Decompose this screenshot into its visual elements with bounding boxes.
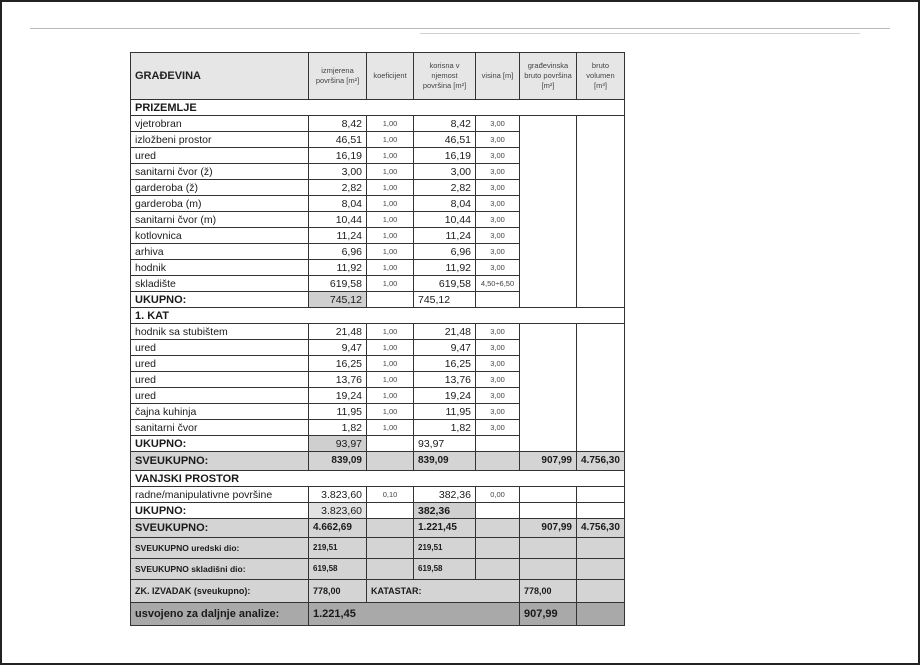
total-label: UKUPNO:: [131, 292, 309, 308]
measured-area: 3.823,60: [309, 487, 367, 503]
useful-area: 16,19: [414, 148, 476, 164]
land-registry-row: [131, 580, 625, 603]
useful-area: 46,51: [414, 132, 476, 148]
measured-area: 11,24: [309, 228, 367, 244]
empty-cell: [520, 538, 577, 559]
empty-cell: [476, 292, 520, 308]
subtotal-measured: 219,51: [309, 538, 367, 559]
room-name: arhiva: [131, 244, 309, 260]
total-label: UKUPNO:: [131, 436, 309, 452]
katastar-value: 778,00: [520, 580, 577, 603]
coefficient: 1,00: [367, 180, 414, 196]
gross-area-cell: [520, 116, 577, 308]
measured-area: 16,25: [309, 356, 367, 372]
room-height: 3,00: [476, 356, 520, 372]
room-name: ured: [131, 356, 309, 372]
useful-area: 11,24: [414, 228, 476, 244]
room-name: ured: [131, 340, 309, 356]
grand-total-label: SVEUKUPNO:: [131, 519, 309, 538]
gross-volume: 4.756,30: [577, 519, 625, 538]
header-coef: koeficijent: [367, 53, 414, 100]
empty-cell: [520, 503, 577, 519]
section-title: PRIZEMLJE: [131, 100, 625, 116]
measured-area: 16,19: [309, 148, 367, 164]
area-table: [130, 52, 625, 626]
subtotal-label: SVEUKUPNO uredski dio:: [131, 538, 309, 559]
useful-area: 11,92: [414, 260, 476, 276]
adopted-gross-area: 907,99: [520, 603, 577, 626]
room-name: garderoba (m): [131, 196, 309, 212]
measured-area: 11,92: [309, 260, 367, 276]
grand-total-useful: 1.221,45: [414, 519, 476, 538]
coefficient: 0,10: [367, 487, 414, 503]
empty-cell: [577, 580, 625, 603]
room-name: vjetrobran: [131, 116, 309, 132]
measured-area: 2,82: [309, 180, 367, 196]
empty-cell: [476, 559, 520, 580]
room-height: 3,00: [476, 132, 520, 148]
room-name: sanitarni čvor (m): [131, 212, 309, 228]
useful-area: 11,95: [414, 404, 476, 420]
empty-cell: [476, 519, 520, 538]
room-height: 3,00: [476, 372, 520, 388]
gross-area-cell: [520, 324, 577, 452]
gross-area: 907,99: [520, 452, 577, 471]
useful-area: 8,42: [414, 116, 476, 132]
empty-cell: [577, 603, 625, 626]
room-height: 3,00: [476, 116, 520, 132]
useful-area: 1,82: [414, 420, 476, 436]
section-outdoor: [131, 471, 625, 487]
measured-area: 11,95: [309, 404, 367, 420]
empty-cell: [577, 559, 625, 580]
table-header: [131, 53, 625, 100]
empty-cell: [476, 503, 520, 519]
coefficient: 1,00: [367, 164, 414, 180]
room-name: hodnik: [131, 260, 309, 276]
section-ground-floor: [131, 100, 625, 116]
room-name: ured: [131, 148, 309, 164]
measured-area: 3,00: [309, 164, 367, 180]
adopted-row: [131, 603, 625, 626]
coefficient: 1,00: [367, 324, 414, 340]
grand-total-useful: 839,09: [414, 452, 476, 471]
room-height: 3,00: [476, 260, 520, 276]
coefficient: 1,00: [367, 212, 414, 228]
measured-area: 1,82: [309, 420, 367, 436]
coefficient: 1,00: [367, 116, 414, 132]
gross-volume: 4.756,30: [577, 452, 625, 471]
room-name: radne/manipulativne površine: [131, 487, 309, 503]
useful-area: 2,82: [414, 180, 476, 196]
storage-total-row: [131, 559, 625, 580]
coefficient: 1,00: [367, 404, 414, 420]
useful-area: 619,58: [414, 276, 476, 292]
empty-cell: [520, 559, 577, 580]
room-name: garderoba (ž): [131, 180, 309, 196]
useful-area: 3,00: [414, 164, 476, 180]
room-row: [131, 324, 625, 340]
coefficient: 1,00: [367, 196, 414, 212]
section-first-floor: [131, 308, 625, 324]
room-height: 3,00: [476, 212, 520, 228]
room-name: hodnik sa stubištem: [131, 324, 309, 340]
subtotal-measured: 619,58: [309, 559, 367, 580]
measured-area: 8,04: [309, 196, 367, 212]
header-building: GRAĐEVINA: [131, 53, 309, 100]
header-gross-volume: bruto volumen [m³]: [577, 53, 625, 100]
grand-total-row: [131, 452, 625, 471]
room-name: čajna kuhinja: [131, 404, 309, 420]
room-name: sanitarni čvor (ž): [131, 164, 309, 180]
useful-area: 382,36: [414, 487, 476, 503]
section-title: VANJSKI PROSTOR: [131, 471, 625, 487]
room-name: ured: [131, 388, 309, 404]
room-height: 3,00: [476, 340, 520, 356]
room-height: 3,00: [476, 148, 520, 164]
coefficient: 1,00: [367, 372, 414, 388]
header-measured: izmjerena površina [m²]: [309, 53, 367, 100]
room-name: sanitarni čvor: [131, 420, 309, 436]
measured-area: 10,44: [309, 212, 367, 228]
adopted-useful: 1.221,45: [309, 603, 520, 626]
outdoor-total-row: [131, 503, 625, 519]
empty-cell: [367, 559, 414, 580]
katastar-label: KATASTAR:: [367, 580, 520, 603]
measured-area: 13,76: [309, 372, 367, 388]
empty-cell: [476, 538, 520, 559]
coefficient: 1,00: [367, 388, 414, 404]
measured-area: 6,96: [309, 244, 367, 260]
room-row: [131, 116, 625, 132]
grand-total-measured: 4.662,69: [309, 519, 367, 538]
empty-cell: [367, 519, 414, 538]
useful-area: 16,25: [414, 356, 476, 372]
gross-volume-cell: [577, 116, 625, 308]
room-height: 3,00: [476, 244, 520, 260]
outdoor-row: [131, 487, 625, 503]
empty-cell: [367, 292, 414, 308]
total-measured: 93,97: [309, 436, 367, 452]
zk-value: 778,00: [309, 580, 367, 603]
scan-line: [30, 28, 890, 29]
grand-total-row: [131, 519, 625, 538]
grand-total-label: SVEUKUPNO:: [131, 452, 309, 471]
empty-cell: [367, 503, 414, 519]
room-height: 3,00: [476, 388, 520, 404]
coefficient: 1,00: [367, 132, 414, 148]
coefficient: 1,00: [367, 276, 414, 292]
room-name: ured: [131, 372, 309, 388]
useful-area: 8,04: [414, 196, 476, 212]
room-height: 3,00: [476, 180, 520, 196]
scan-line: [420, 33, 860, 34]
subtotal-useful: 619,58: [414, 559, 476, 580]
measured-area: 21,48: [309, 324, 367, 340]
header-height: visina [m]: [476, 53, 520, 100]
total-measured: 745,12: [309, 292, 367, 308]
measured-area: 19,24: [309, 388, 367, 404]
empty-cell: [367, 452, 414, 471]
room-height: 3,00: [476, 228, 520, 244]
useful-area: 10,44: [414, 212, 476, 228]
coefficient: 1,00: [367, 420, 414, 436]
subtotal-useful: 219,51: [414, 538, 476, 559]
useful-area: 19,24: [414, 388, 476, 404]
empty-cell: [476, 436, 520, 452]
adopted-label: usvojeno za daljnje analize:: [131, 603, 309, 626]
empty-cell: [476, 452, 520, 471]
total-useful: 745,12: [414, 292, 476, 308]
empty-cell: [367, 538, 414, 559]
room-height: 3,00: [476, 324, 520, 340]
empty-cell: [577, 503, 625, 519]
total-measured: 3.823,60: [309, 503, 367, 519]
room-height: 4,50÷6,50: [476, 276, 520, 292]
zk-label: ZK. IZVADAK (sveukupno):: [131, 580, 309, 603]
empty-cell: [520, 487, 577, 503]
total-useful: 382,36: [414, 503, 476, 519]
office-total-row: [131, 538, 625, 559]
measured-area: 619,58: [309, 276, 367, 292]
coefficient: 1,00: [367, 340, 414, 356]
useful-area: 13,76: [414, 372, 476, 388]
useful-area: 9,47: [414, 340, 476, 356]
subtotal-label: SVEUKUPNO skladišni dio:: [131, 559, 309, 580]
empty-cell: [577, 487, 625, 503]
total-useful: 93,97: [414, 436, 476, 452]
room-name: skladište: [131, 276, 309, 292]
total-label: UKUPNO:: [131, 503, 309, 519]
section-title: 1. KAT: [131, 308, 625, 324]
coefficient: 1,00: [367, 244, 414, 260]
coefficient: 1,00: [367, 260, 414, 276]
header-useful: korisna v njemost površina [m²]: [414, 53, 476, 100]
room-height: 3,00: [476, 404, 520, 420]
grand-total-measured: 839,09: [309, 452, 367, 471]
gross-area: 907,99: [520, 519, 577, 538]
header-gross-area: građevinska bruto površina [m²]: [520, 53, 577, 100]
measured-area: 8,42: [309, 116, 367, 132]
coefficient: 1,00: [367, 148, 414, 164]
coefficient: 1,00: [367, 228, 414, 244]
empty-cell: [577, 538, 625, 559]
room-height: 3,00: [476, 164, 520, 180]
room-height: 3,00: [476, 196, 520, 212]
gross-volume-cell: [577, 324, 625, 452]
measured-area: 46,51: [309, 132, 367, 148]
room-name: izložbeni prostor: [131, 132, 309, 148]
room-height: 0,00: [476, 487, 520, 503]
empty-cell: [367, 436, 414, 452]
useful-area: 6,96: [414, 244, 476, 260]
room-name: kotlovnica: [131, 228, 309, 244]
coefficient: 1,00: [367, 356, 414, 372]
measured-area: 9,47: [309, 340, 367, 356]
room-height: 3,00: [476, 420, 520, 436]
useful-area: 21,48: [414, 324, 476, 340]
